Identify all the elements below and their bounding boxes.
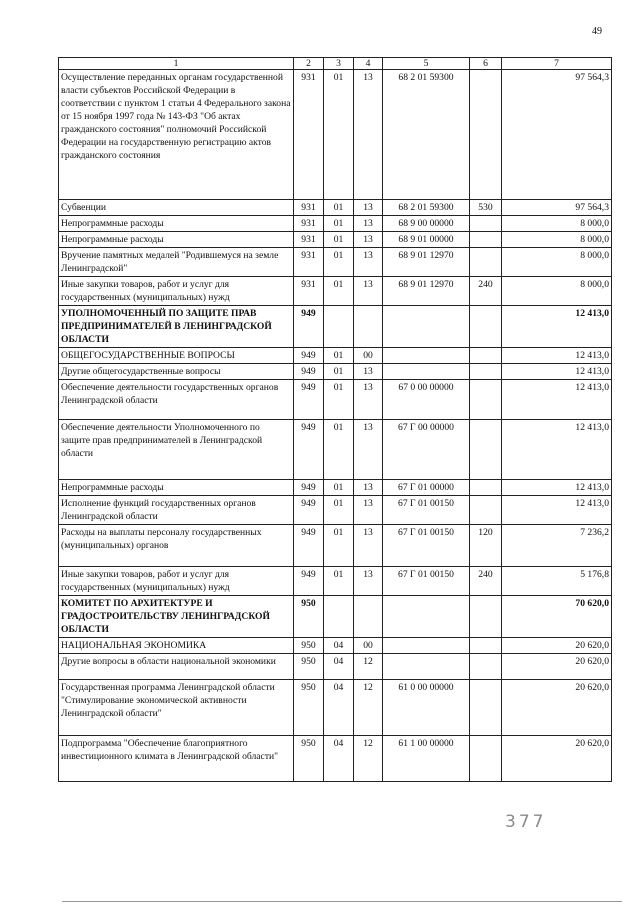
row-name: УПОЛНОМОЧЕННЫЙ ПО ЗАЩИТЕ ПРАВ ПРЕДПРИНИМАТЕЛЕЙ В ЛЕНИНГРАДСКОЙ ОБЛАСТИ bbox=[59, 306, 294, 348]
code-target bbox=[383, 348, 470, 364]
row-name: Осуществление переданных органам государственной власти субъектов Российской Федерации в соответствии с пунктом 1 статьи 4 Федерального закона от 15 ноября 1997 года № 143-ФЗ "Об актах гражданского состояния" полномочий Российской Федерации на государственную регистрацию актов гражданского состояния bbox=[59, 70, 294, 200]
row-name: ОБЩЕГОСУДАРСТВЕННЫЕ ВОПРОСЫ bbox=[59, 348, 294, 364]
code-expense-type bbox=[470, 248, 502, 277]
code-section: 01 bbox=[324, 70, 354, 200]
row-name: Непрограммные расходы bbox=[59, 232, 294, 248]
header-cell: 2 bbox=[294, 58, 324, 70]
code-subsection: 13 bbox=[354, 216, 383, 232]
code-section: 01 bbox=[324, 380, 354, 420]
amount: 20 620,0 bbox=[502, 680, 612, 736]
code-target: 68 2 01 59300 bbox=[383, 200, 470, 216]
amount: 8 000,0 bbox=[502, 277, 612, 306]
code-section: 01 bbox=[324, 232, 354, 248]
table-row bbox=[59, 348, 612, 364]
code-ministry: 931 bbox=[294, 70, 324, 200]
header-cell: 7 bbox=[502, 58, 612, 70]
row-name: КОМИТЕТ ПО АРХИТЕКТУРЕ И ГРАДОСТРОИТЕЛЬСТВУ ЛЕНИНГРАДСКОЙ ОБЛАСТИ bbox=[59, 596, 294, 638]
code-ministry: 949 bbox=[294, 420, 324, 480]
code-section: 01 bbox=[324, 248, 354, 277]
code-subsection: 13 bbox=[354, 277, 383, 306]
row-name: Непрограммные расходы bbox=[59, 480, 294, 496]
code-expense-type: 120 bbox=[470, 525, 502, 567]
code-target bbox=[383, 596, 470, 638]
code-target bbox=[383, 654, 470, 680]
code-ministry: 931 bbox=[294, 232, 324, 248]
code-section bbox=[324, 306, 354, 348]
code-ministry: 949 bbox=[294, 380, 324, 420]
code-expense-type bbox=[470, 232, 502, 248]
code-section: 01 bbox=[324, 567, 354, 596]
code-expense-type bbox=[470, 348, 502, 364]
code-ministry: 931 bbox=[294, 216, 324, 232]
amount: 12 413,0 bbox=[502, 420, 612, 480]
row-name: Вручение памятных медалей "Родившемуся на земле Ленинградской" bbox=[59, 248, 294, 277]
code-subsection bbox=[354, 596, 383, 638]
table-row bbox=[59, 232, 612, 248]
table-row bbox=[59, 380, 612, 420]
code-subsection: 13 bbox=[354, 232, 383, 248]
row-name: Государственная программа Ленинградской области "Стимулирование экономической активности Ленинградской области" bbox=[59, 680, 294, 736]
table-row bbox=[59, 216, 612, 232]
code-subsection: 00 bbox=[354, 348, 383, 364]
row-name: Иные закупки товаров, работ и услуг для государственных (муниципальных) нужд bbox=[59, 567, 294, 596]
amount: 12 413,0 bbox=[502, 348, 612, 364]
code-expense-type bbox=[470, 680, 502, 736]
code-section: 04 bbox=[324, 638, 354, 654]
code-ministry: 950 bbox=[294, 638, 324, 654]
code-subsection: 13 bbox=[354, 480, 383, 496]
code-expense-type: 240 bbox=[470, 567, 502, 596]
budget-table bbox=[58, 57, 612, 782]
code-section: 01 bbox=[324, 496, 354, 525]
table-row bbox=[59, 736, 612, 782]
code-ministry: 949 bbox=[294, 525, 324, 567]
table-row bbox=[59, 248, 612, 277]
code-target: 68 2 01 59300 bbox=[383, 70, 470, 200]
table-row bbox=[59, 200, 612, 216]
code-target: 67 Г 01 00150 bbox=[383, 496, 470, 525]
code-target: 61 1 00 00000 bbox=[383, 736, 470, 782]
code-ministry: 950 bbox=[294, 654, 324, 680]
code-ministry: 949 bbox=[294, 480, 324, 496]
table-row bbox=[59, 70, 612, 200]
amount: 7 236,2 bbox=[502, 525, 612, 567]
page-number: 49 bbox=[592, 26, 602, 37]
code-section: 01 bbox=[324, 200, 354, 216]
code-expense-type bbox=[470, 364, 502, 380]
amount: 12 413,0 bbox=[502, 480, 612, 496]
amount: 20 620,0 bbox=[502, 638, 612, 654]
code-section: 01 bbox=[324, 348, 354, 364]
amount: 70 620,0 bbox=[502, 596, 612, 638]
code-target: 67 0 00 00000 bbox=[383, 380, 470, 420]
code-target bbox=[383, 306, 470, 348]
table-row bbox=[59, 596, 612, 638]
code-section: 01 bbox=[324, 480, 354, 496]
row-name: Подпрограмма "Обеспечение благоприятного инвестиционного климата в Ленинградской области" bbox=[59, 736, 294, 782]
code-target: 61 0 00 00000 bbox=[383, 680, 470, 736]
code-section: 01 bbox=[324, 277, 354, 306]
header-row bbox=[59, 58, 612, 70]
code-expense-type bbox=[470, 70, 502, 200]
amount: 12 413,0 bbox=[502, 306, 612, 348]
code-expense-type bbox=[470, 216, 502, 232]
code-expense-type bbox=[470, 480, 502, 496]
code-ministry: 931 bbox=[294, 248, 324, 277]
amount: 8 000,0 bbox=[502, 232, 612, 248]
row-name: Другие общегосударственные вопросы bbox=[59, 364, 294, 380]
code-target: 67 Г 01 00000 bbox=[383, 480, 470, 496]
code-target: 68 9 00 00000 bbox=[383, 216, 470, 232]
code-subsection: 13 bbox=[354, 420, 383, 480]
code-section: 01 bbox=[324, 420, 354, 480]
code-expense-type bbox=[470, 654, 502, 680]
code-expense-type bbox=[470, 638, 502, 654]
code-expense-type bbox=[470, 596, 502, 638]
amount: 8 000,0 bbox=[502, 216, 612, 232]
table-row bbox=[59, 480, 612, 496]
row-name: Расходы на выплаты персоналу государственных (муниципальных) органов bbox=[59, 525, 294, 567]
code-section: 01 bbox=[324, 525, 354, 567]
code-expense-type bbox=[470, 380, 502, 420]
code-ministry: 950 bbox=[294, 596, 324, 638]
code-target: 67 Г 01 00150 bbox=[383, 567, 470, 596]
code-ministry: 949 bbox=[294, 306, 324, 348]
code-section bbox=[324, 596, 354, 638]
code-target: 68 9 01 00000 bbox=[383, 232, 470, 248]
amount: 5 176,8 bbox=[502, 567, 612, 596]
code-subsection: 13 bbox=[354, 70, 383, 200]
table-row bbox=[59, 306, 612, 348]
row-name: Субвенции bbox=[59, 200, 294, 216]
amount: 20 620,0 bbox=[502, 654, 612, 680]
row-name: Исполнение функций государственных органов Ленинградской области bbox=[59, 496, 294, 525]
code-subsection: 13 bbox=[354, 567, 383, 596]
code-section: 01 bbox=[324, 364, 354, 380]
code-expense-type bbox=[470, 306, 502, 348]
amount: 20 620,0 bbox=[502, 736, 612, 782]
table-row bbox=[59, 638, 612, 654]
code-subsection: 12 bbox=[354, 680, 383, 736]
table-row bbox=[59, 277, 612, 306]
code-ministry: 949 bbox=[294, 348, 324, 364]
amount: 97 564,3 bbox=[502, 70, 612, 200]
row-name: Обеспечение деятельности Уполномоченного по защите прав предпринимателей в Ленинградской области bbox=[59, 420, 294, 480]
code-section: 04 bbox=[324, 680, 354, 736]
table-row bbox=[59, 496, 612, 525]
row-name: Иные закупки товаров, работ и услуг для государственных (муниципальных) нужд bbox=[59, 277, 294, 306]
code-ministry: 931 bbox=[294, 277, 324, 306]
code-target bbox=[383, 638, 470, 654]
table-row bbox=[59, 420, 612, 480]
code-subsection: 13 bbox=[354, 496, 383, 525]
code-subsection bbox=[354, 306, 383, 348]
code-target: 68 9 01 12970 bbox=[383, 277, 470, 306]
amount: 97 564,3 bbox=[502, 200, 612, 216]
code-subsection: 12 bbox=[354, 654, 383, 680]
header-cell: 6 bbox=[470, 58, 502, 70]
table-row bbox=[59, 680, 612, 736]
code-expense-type bbox=[470, 736, 502, 782]
header-cell: 5 bbox=[383, 58, 470, 70]
code-ministry: 931 bbox=[294, 200, 324, 216]
code-ministry: 950 bbox=[294, 680, 324, 736]
code-section: 04 bbox=[324, 736, 354, 782]
table-row bbox=[59, 525, 612, 567]
table-row bbox=[59, 654, 612, 680]
code-target: 68 9 01 12970 bbox=[383, 248, 470, 277]
header-cell: 4 bbox=[354, 58, 383, 70]
amount: 12 413,0 bbox=[502, 496, 612, 525]
code-target: 67 Г 00 00000 bbox=[383, 420, 470, 480]
code-ministry: 950 bbox=[294, 736, 324, 782]
page-stamp: 377 bbox=[505, 812, 547, 832]
code-subsection: 13 bbox=[354, 380, 383, 420]
scan-edge-line bbox=[62, 901, 622, 902]
row-name: НАЦИОНАЛЬНАЯ ЭКОНОМИКА bbox=[59, 638, 294, 654]
code-section: 01 bbox=[324, 216, 354, 232]
header-cell: 3 bbox=[324, 58, 354, 70]
code-subsection: 13 bbox=[354, 364, 383, 380]
code-subsection: 00 bbox=[354, 638, 383, 654]
code-expense-type bbox=[470, 496, 502, 525]
code-target bbox=[383, 364, 470, 380]
row-name: Другие вопросы в области национальной экономики bbox=[59, 654, 294, 680]
code-subsection: 13 bbox=[354, 200, 383, 216]
code-subsection: 13 bbox=[354, 248, 383, 277]
code-subsection: 13 bbox=[354, 525, 383, 567]
amount: 12 413,0 bbox=[502, 364, 612, 380]
table-row bbox=[59, 364, 612, 380]
row-name: Обеспечение деятельности государственных органов Ленинградской области bbox=[59, 380, 294, 420]
code-section: 04 bbox=[324, 654, 354, 680]
code-subsection: 12 bbox=[354, 736, 383, 782]
amount: 8 000,0 bbox=[502, 248, 612, 277]
row-name: Непрограммные расходы bbox=[59, 216, 294, 232]
header-cell: 1 bbox=[59, 58, 294, 70]
code-ministry: 949 bbox=[294, 567, 324, 596]
code-expense-type: 530 bbox=[470, 200, 502, 216]
code-target: 67 Г 01 00150 bbox=[383, 525, 470, 567]
amount: 12 413,0 bbox=[502, 380, 612, 420]
code-expense-type: 240 bbox=[470, 277, 502, 306]
code-ministry: 949 bbox=[294, 496, 324, 525]
code-expense-type bbox=[470, 420, 502, 480]
code-ministry: 949 bbox=[294, 364, 324, 380]
table-row bbox=[59, 567, 612, 596]
